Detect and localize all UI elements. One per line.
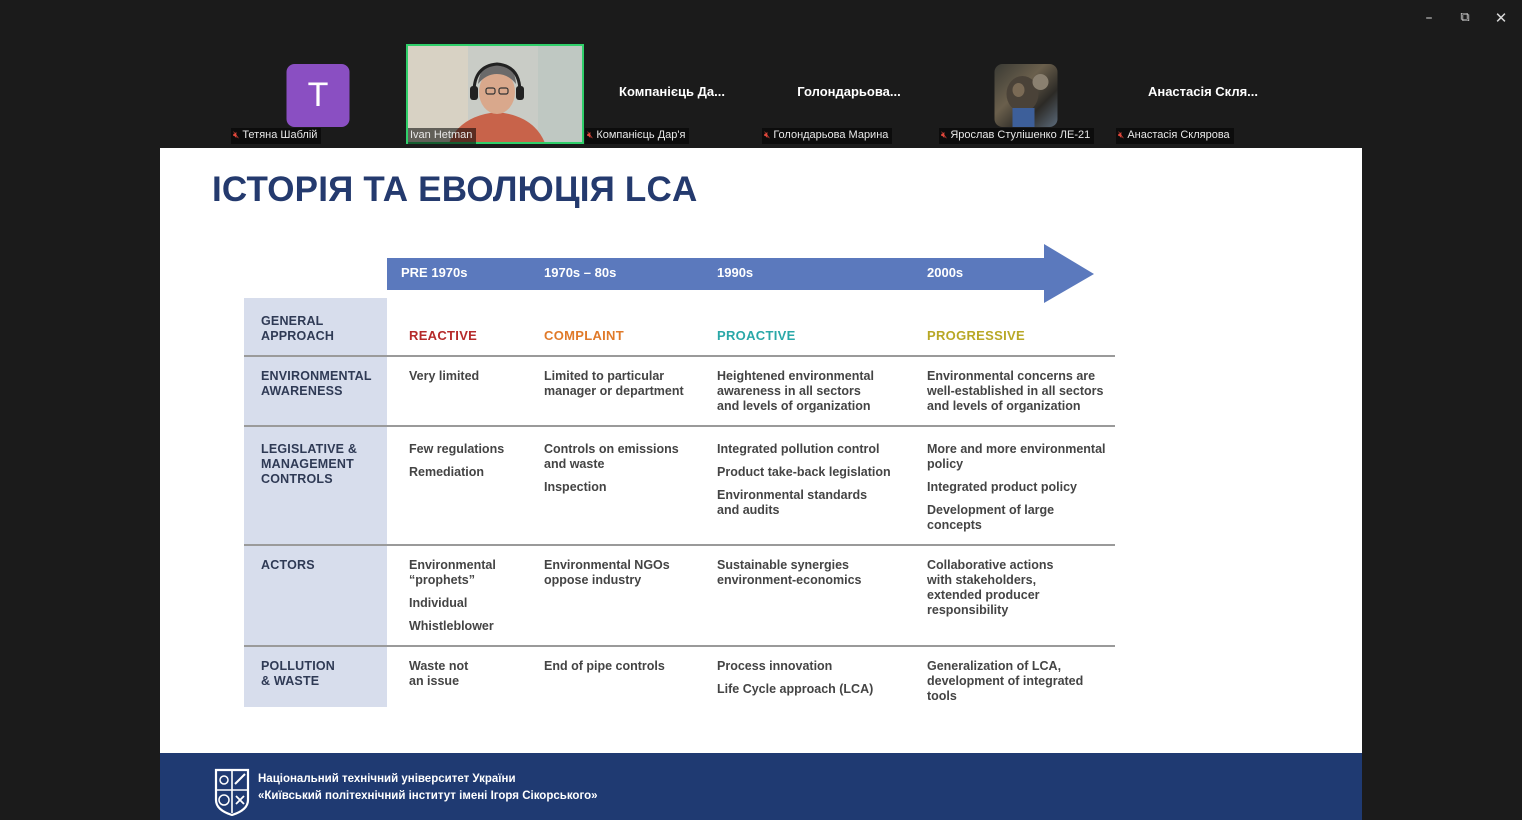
- cell-item: Few regulations: [409, 442, 505, 456]
- participant-name: Голондарьова Марина: [773, 129, 889, 141]
- university-logo-icon: [213, 766, 251, 816]
- approach-complaint: COMPLAINT: [544, 328, 624, 343]
- participant-display-name: Голондарьова...: [797, 84, 901, 99]
- cell-item: Life Cycle approach (LCA): [717, 682, 874, 696]
- participant-name: Анастасія Склярова: [1127, 129, 1230, 141]
- table-cell: [717, 558, 861, 596]
- row-header: POLLUTION & WASTE: [261, 659, 336, 688]
- table-cell: [544, 558, 670, 596]
- table-cell: [927, 442, 1106, 541]
- participant-label: [408, 128, 476, 144]
- cell-item: Limited to particular manager or department: [544, 369, 684, 398]
- cell-item: Product take-back legislation: [717, 465, 891, 479]
- table-cell: [409, 659, 468, 697]
- participant-label: [231, 128, 321, 144]
- mic-muted-icon: 🔇︎: [764, 130, 771, 141]
- table-cell: [409, 558, 496, 642]
- table-cell: [717, 659, 873, 705]
- participant-name: Ivan Hetman: [410, 129, 473, 141]
- row-divider: [244, 425, 1115, 427]
- footer-text: [258, 771, 598, 805]
- row-header: ENVIRONMENTAL AWARENESS: [261, 369, 372, 398]
- cell-item: Integrated product policy: [927, 480, 1078, 494]
- cell-item: Heightened environmental awareness in all sectors and levels of organization: [717, 369, 874, 413]
- mic-muted-icon: 🔇︎: [941, 130, 948, 141]
- avatar-photo-icon: [995, 64, 1058, 127]
- cell-item: Very limited: [409, 369, 480, 383]
- table-cell: [544, 442, 679, 503]
- row-header: LEGISLATIVE & MANAGEMENT CONTROLS: [261, 442, 358, 486]
- cell-item: Development of large concepts: [927, 503, 1055, 532]
- participant-tile[interactable]: [760, 44, 938, 146]
- cell-item: Whistleblower: [409, 619, 494, 633]
- era-label: PRE 1970s: [401, 265, 468, 280]
- cell-item: End of pipe controls: [544, 659, 665, 673]
- minimize-button[interactable]: –: [1425, 10, 1433, 26]
- row-header: ACTORS: [261, 558, 315, 572]
- cell-item: Environmental “prophets”: [409, 558, 496, 587]
- cell-item: Individual: [409, 596, 468, 610]
- cell-item: Collaborative actions with stakeholders, extended producer responsibility: [927, 558, 1054, 617]
- table-cell: [717, 369, 874, 422]
- avatar: T: [287, 64, 350, 127]
- participant-label: [1116, 128, 1234, 144]
- cell-item: Integrated pollution control: [717, 442, 880, 456]
- row-divider: [244, 544, 1115, 546]
- mic-muted-icon: 🔇︎: [233, 130, 240, 141]
- table-cell: [927, 659, 1083, 712]
- participant-tile-active[interactable]: [406, 44, 584, 146]
- table-cell: [544, 369, 684, 407]
- footer-line: Національний технічний університет України: [258, 773, 516, 785]
- approach-progressive: PROGRESSIVE: [927, 328, 1025, 343]
- table-cell: [927, 369, 1103, 422]
- participant-name: Тетяна Шаблій: [242, 129, 318, 141]
- table-cell: [717, 442, 891, 526]
- row-header: GENERAL APPROACH: [261, 314, 335, 343]
- cell-item: Waste not an issue: [409, 659, 469, 688]
- era-label: 2000s: [927, 265, 964, 280]
- participant-tile[interactable]: [229, 44, 407, 146]
- participant-name: Ярослав Стулішенко ЛЕ-21: [950, 129, 1091, 141]
- restore-button[interactable]: ⧉: [1460, 10, 1470, 25]
- shared-slide: [160, 148, 1362, 820]
- cell-item: Inspection: [544, 480, 607, 494]
- mic-muted-icon: 🔇︎: [1118, 130, 1125, 141]
- row-divider: [244, 645, 1115, 647]
- cell-item: Controls on emissions and waste: [544, 442, 679, 471]
- cell-item: Environmental standards and audits: [717, 488, 868, 517]
- participant-name: Компанієць Дар'я: [596, 129, 686, 141]
- close-button[interactable]: ✕: [1494, 9, 1508, 27]
- participant-label: [762, 128, 892, 144]
- cell-item: Process innovation: [717, 659, 833, 673]
- row-divider: [244, 355, 1115, 357]
- table-cell: [409, 442, 504, 488]
- participant-tile[interactable]: [937, 44, 1115, 146]
- table-cell: [544, 659, 665, 682]
- participant-tile[interactable]: [583, 44, 761, 146]
- cell-item: More and more environmental policy: [927, 442, 1106, 471]
- cell-item: Environmental concerns are well-established in all sectors and levels of organization: [927, 369, 1104, 413]
- slide-title: ІСТОРІЯ ТА ЕВОЛЮЦІЯ LCA: [212, 170, 698, 209]
- table-cell: [409, 369, 479, 392]
- participant-label: [585, 128, 689, 144]
- cell-item: Environmental NGOs oppose industry: [544, 558, 670, 587]
- participant-display-name: Компанієць Да...: [619, 84, 725, 99]
- era-label: 1990s: [717, 265, 754, 280]
- avatar: [995, 64, 1058, 127]
- participant-label: [939, 128, 1094, 144]
- era-label: 1970s – 80s: [544, 265, 617, 280]
- mic-muted-icon: 🔇︎: [587, 130, 594, 141]
- approach-proactive: PROACTIVE: [717, 328, 796, 343]
- cell-item: Generalization of LCA, development of integrated tools: [927, 659, 1084, 703]
- participant-tile[interactable]: [1114, 44, 1292, 146]
- participant-display-name: Анастасія Скля...: [1147, 84, 1259, 99]
- cell-item: Remediation: [409, 465, 485, 479]
- approach-reactive: REACTIVE: [409, 328, 478, 343]
- cell-item: Sustainable synergies environment-economics: [717, 558, 862, 587]
- footer-line: «Київський політехнічний інститут імені Ігоря Сікорського»: [258, 790, 598, 802]
- table-cell: [927, 558, 1053, 626]
- slide-footer: [160, 753, 1362, 820]
